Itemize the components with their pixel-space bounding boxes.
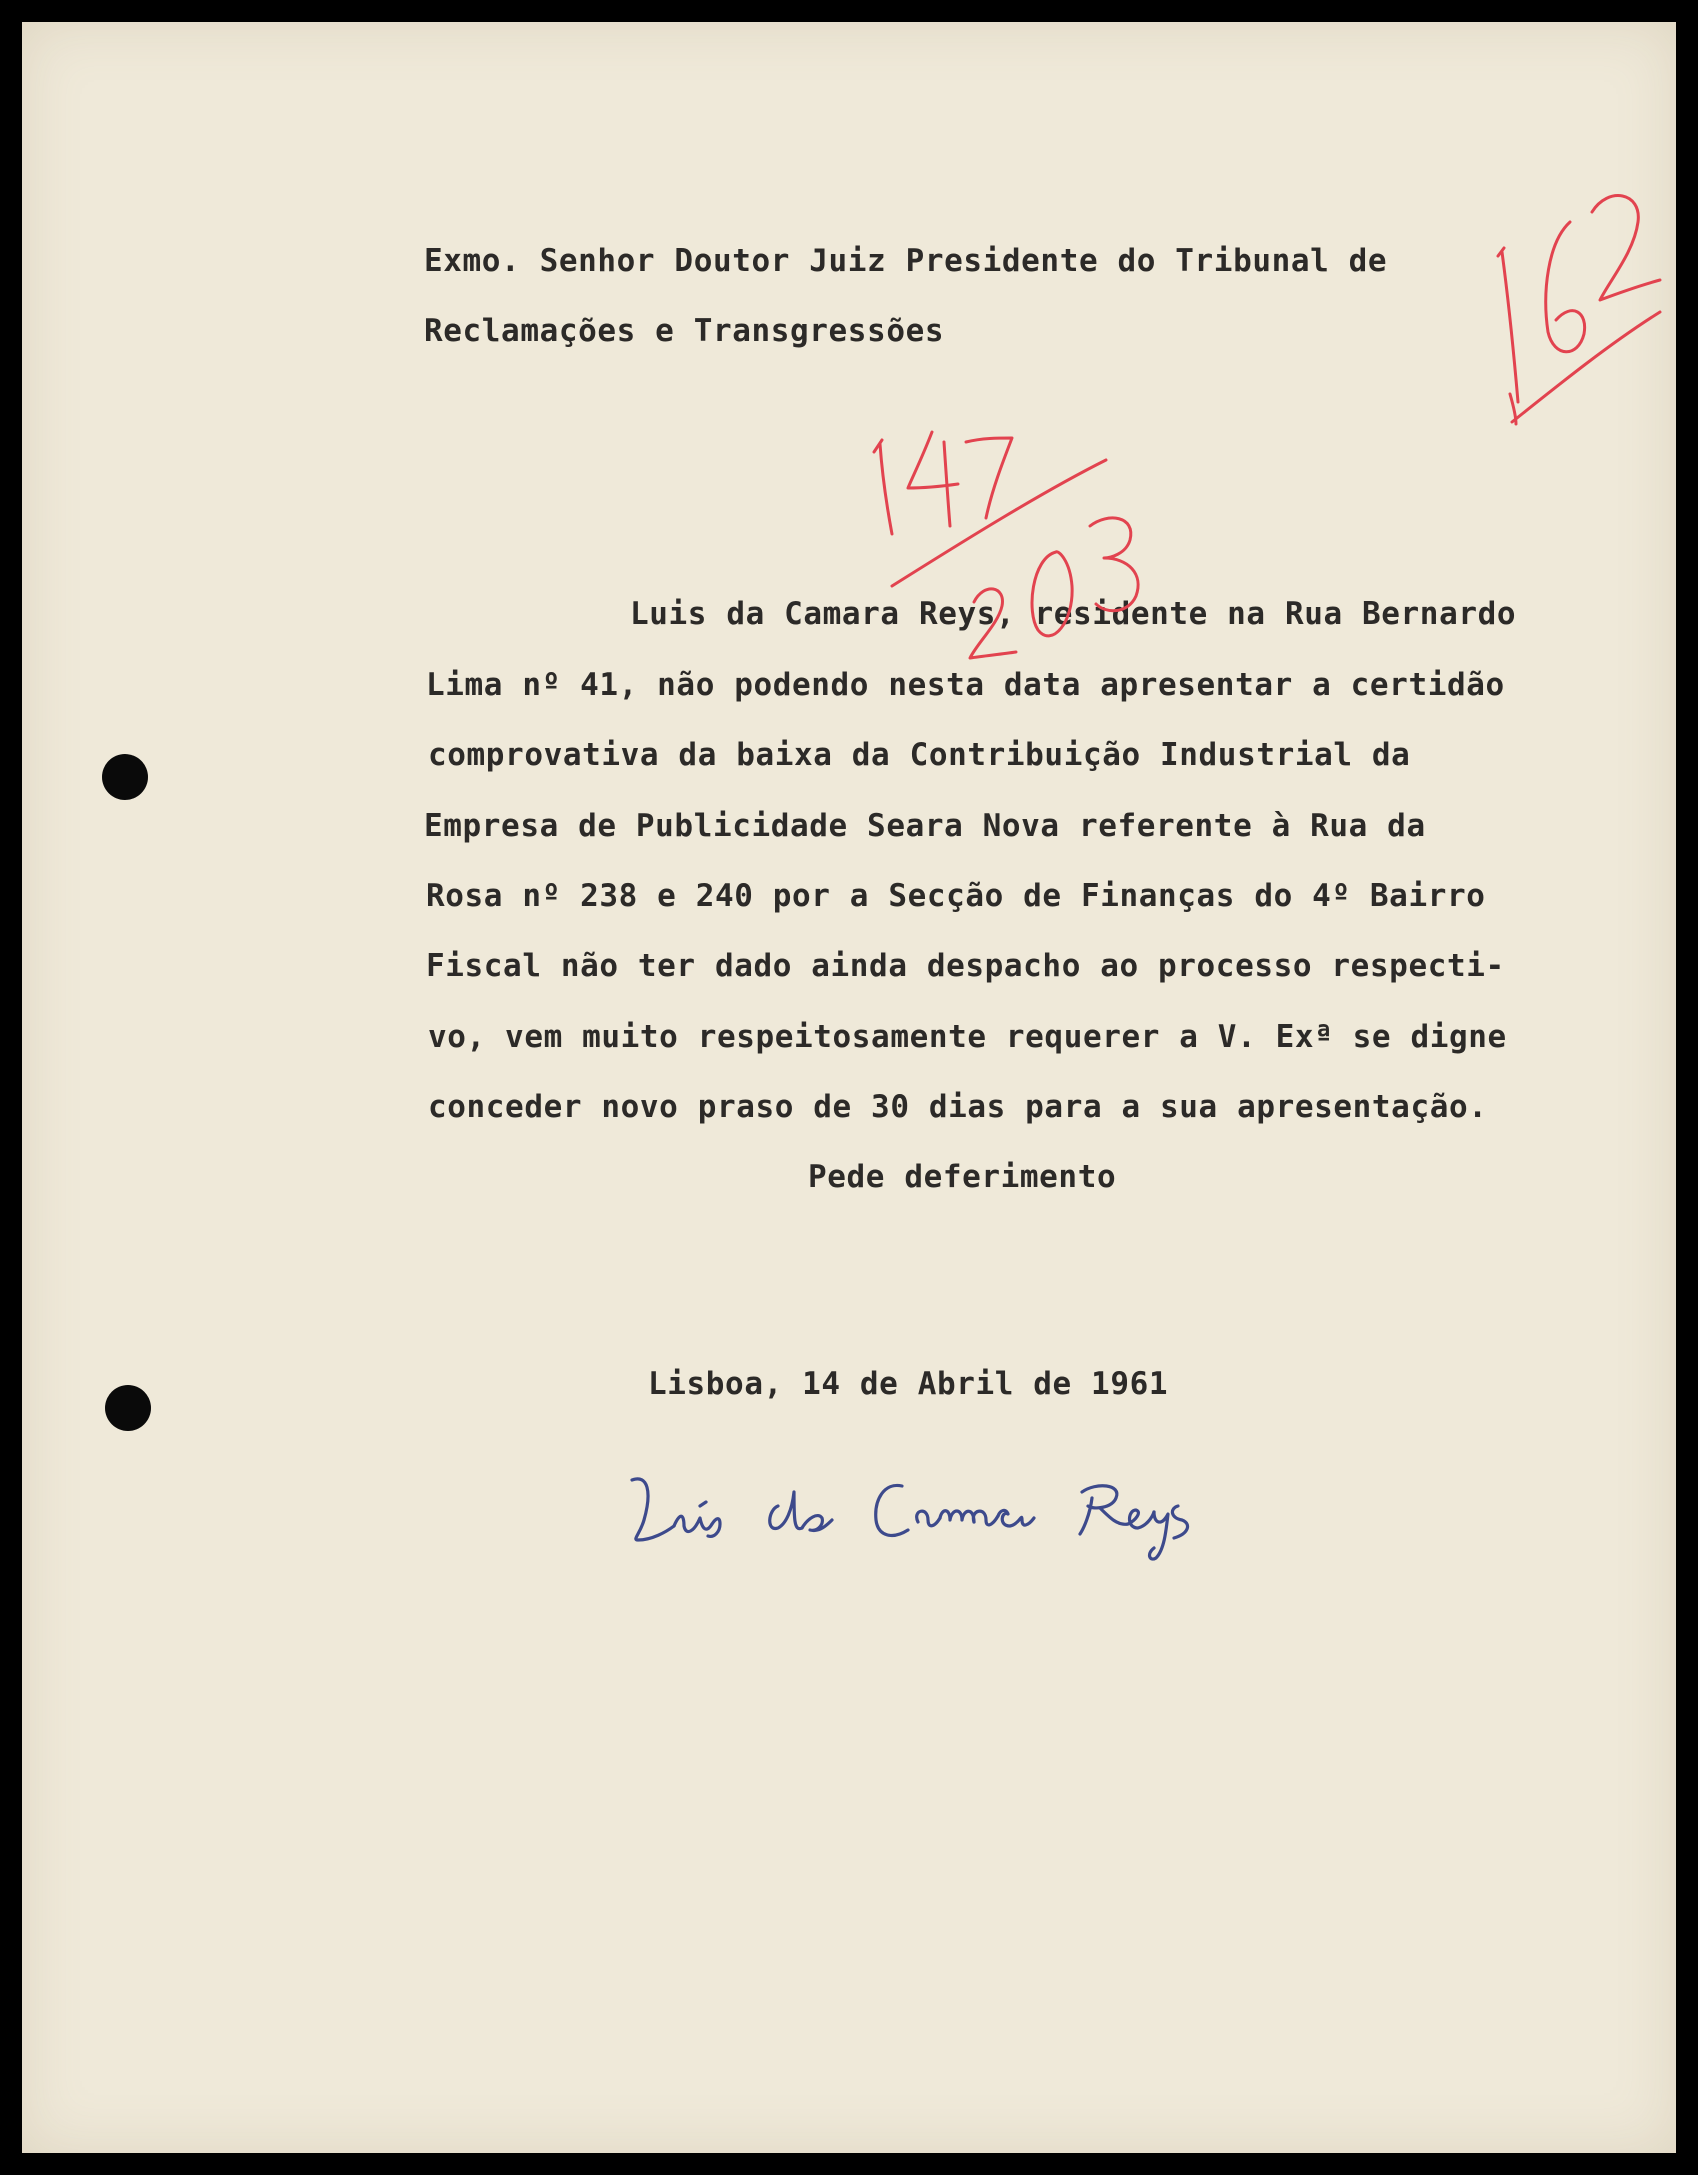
page-number-annotation xyxy=(1492,162,1672,462)
body-line-1: Luis da Camara Reys, residente na Rua Bernardo xyxy=(630,596,1517,632)
body-line-3: comprovativa da baixa da Contribuição Industrial da xyxy=(428,737,1411,773)
fraction-drawing xyxy=(852,402,1172,682)
handwritten-signature xyxy=(622,1462,1322,1572)
closing-request: Pede deferimento xyxy=(808,1159,1117,1195)
body-line-6: Fiscal não ter dado ainda despacho ao processo respecti- xyxy=(426,948,1505,984)
fraction-annotation xyxy=(852,402,1172,682)
addressee-line-2: Reclamações e Transgressões xyxy=(424,313,945,349)
addressee-line-1: Exmo. Senhor Doutor Juiz Presidente do Tribunal de xyxy=(424,243,1388,279)
page-number-drawing xyxy=(1492,162,1672,462)
punch-hole-lower xyxy=(105,1385,151,1431)
body-line-2: Lima nº 41, não podendo nesta data apresentar a certidão xyxy=(426,667,1505,703)
body-line-7: vo, vem muito respeitosamente requerer a V. Exª se digne xyxy=(428,1019,1507,1055)
body-line-5: Rosa nº 238 e 240 por a Secção de Finanças do 4º Bairro xyxy=(426,878,1486,914)
body-line-4: Empresa de Publicidade Seara Nova referente à Rua da xyxy=(424,808,1426,844)
document-page xyxy=(22,22,1676,2153)
body-line-8: conceder novo praso de 30 dias para a sua apresentação. xyxy=(428,1089,1488,1125)
punch-hole-upper xyxy=(102,754,148,800)
place-date: Lisboa, 14 de Abril de 1961 xyxy=(648,1366,1169,1402)
